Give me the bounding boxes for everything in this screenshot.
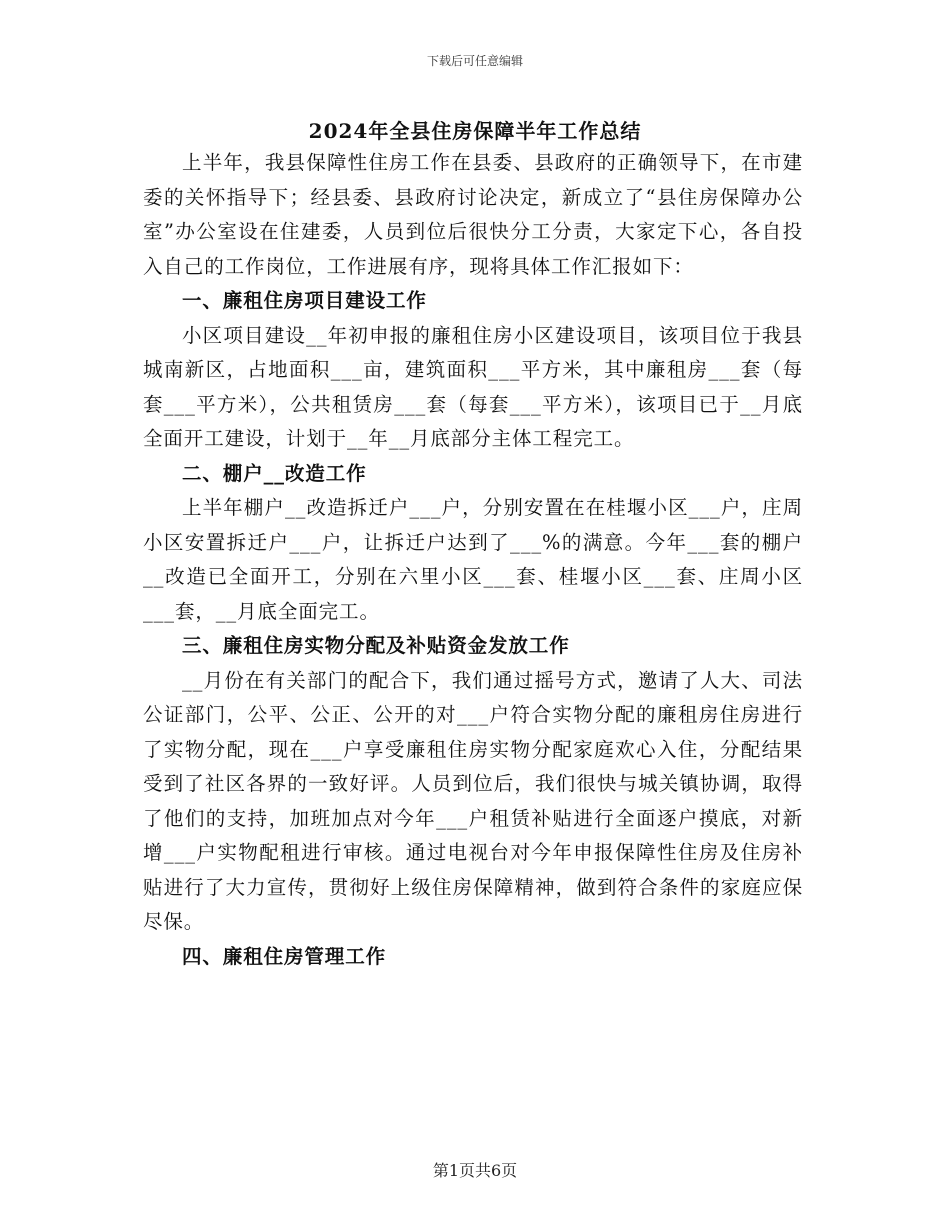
section-paragraph-1: 小区项目建设__年初申报的廉租住房小区建设项目，该项目位于我县城南新区，占地面积___亩，建筑面积___平方米，其中廉租房___套（每套___平方米），公共租赁房___套（每套___平方米），该项目已于__月底全面开工建设，计划于__年__月底部分主体工程完工。 [143, 323, 803, 450]
section-paragraph-3: __月份在有关部门的配合下，我们通过摇号方式，邀请了人大、司法公证部门，公平、公正、公开的对___户符合实物分配的廉租房住房进行了实物分配，现在___户享受廉租住房实物分配家庭欢心入住，分配结果受到了社区各界的一致好评。人员到位后，我们很快与城关镇协调，取得了他们的支持，加班加点对今年___户租赁补贴进行全面逐户摸底，对新增___户实物配租进行审核。通过电视台对今年申报保障性住房及住房补贴进行了大力宣传，贯彻好上级住房保障精神，做到符合条件的家庭应保尽保。 [143, 668, 803, 933]
section-paragraph-2: 上半年棚户__改造拆迁户___户，分别安置在在桂堰小区___户，庄周小区安置拆迁户___户，让拆迁户达到了___%的满意。今年___套的棚户__改造已全面开工，分别在六里小区___套、桂堰小区___套、庄周小区___套，__月底全面完工。 [143, 496, 803, 623]
intro-paragraph: 上半年，我县保障性住房工作在县委、县政府的正确领导下，在市建委的关怀指导下；经县委、县政府讨论决定，新成立了“县住房保障办公室”办公室设在住建委，人员到位后很快分工分责，大家定下心，各自投入自己的工作岗位，工作进展有序，现将具体工作汇报如下： [143, 151, 803, 278]
page-footer: 第1页共6页 [432, 1161, 518, 1180]
section-heading-4: 四、廉租住房管理工作 [182, 944, 387, 968]
document-title: 2024年全县住房保障半年工作总结 [308, 119, 642, 143]
section-heading-1: 一、廉租住房项目建设工作 [182, 289, 427, 312]
section-heading-2: 二、棚户__改造工作 [182, 461, 367, 485]
header-note: 下载后可任意编辑 [426, 54, 523, 68]
document-body [143, 146, 803, 974]
section-heading-3: 三、廉租住房实物分配及补贴资金发放工作 [182, 634, 570, 657]
